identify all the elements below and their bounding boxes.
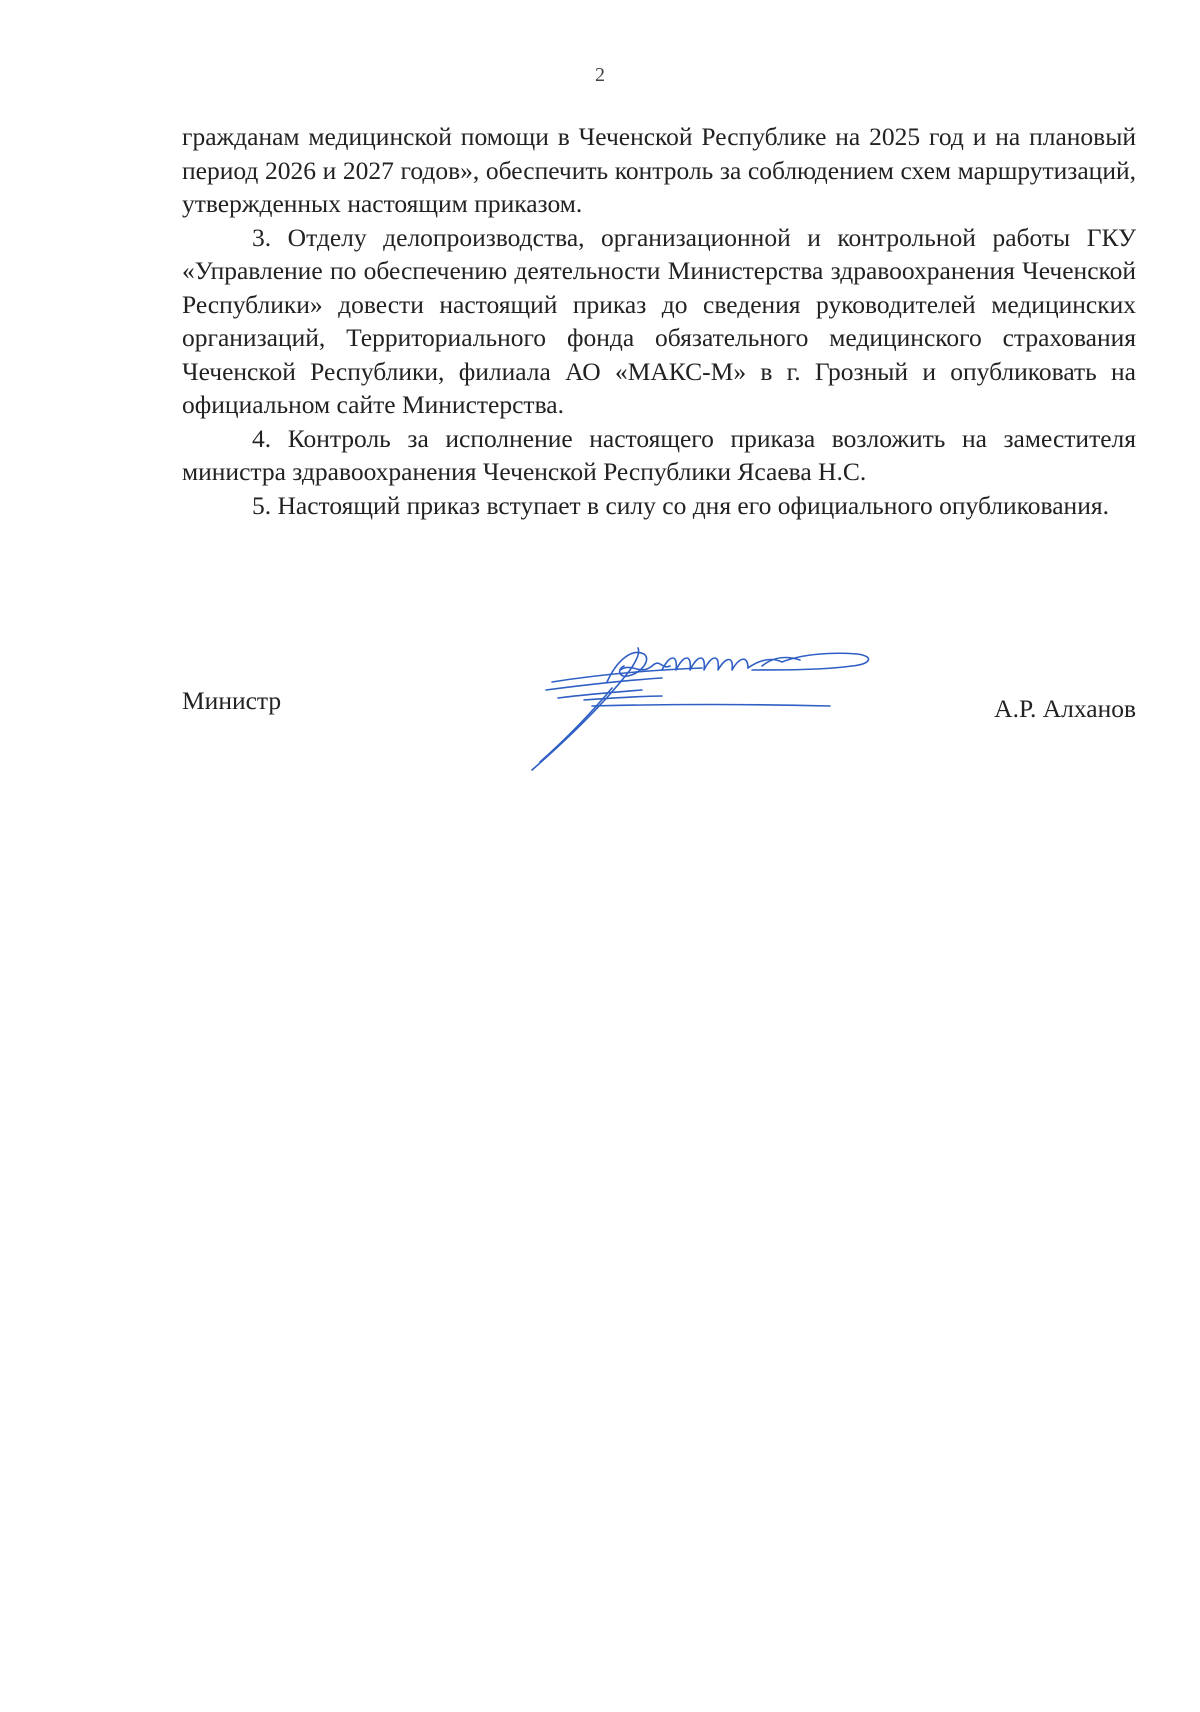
- document-body: [182, 120, 1136, 522]
- signatory-name: А.Р. Алханов: [994, 694, 1136, 723]
- page-number: 2: [595, 64, 605, 86]
- handwritten-signature: [512, 640, 912, 780]
- signature-block: [182, 640, 1136, 780]
- paragraph-item-3: 3. Отделу делопроизводства, организационной и контрольной работы ГКУ «Управление по обеспечению деятельности Министерства здравоохранения Чеченской Республики» довести настоящий приказ до сведения руководителей медицинских организаций, Территориального фонда обязательного медицинского страхования Чеченской Республики, филиала АО «МАКС-М» в г. Грозный и опубликовать на официальном сайте Министерства.: [182, 222, 1136, 419]
- paragraph-item-5: 5. Настоящий приказ вступает в силу со дня его официального опубликования.: [252, 490, 1109, 520]
- signatory-title: Министр: [182, 686, 282, 715]
- paragraph-continuation: гражданам медицинской помощи в Чеченской Республике на 2025 год и на плановый период 2026 и 2027 годов», обеспечить контроль за соблюдением схем маршрутизаций, утвержденных настоящим приказом.: [182, 122, 1136, 218]
- paragraph-item-4: 4. Контроль за исполнение настоящего приказа возложить на заместителя министра здравоохранения Чеченской Республики Ясаева Н.С.: [182, 423, 1136, 486]
